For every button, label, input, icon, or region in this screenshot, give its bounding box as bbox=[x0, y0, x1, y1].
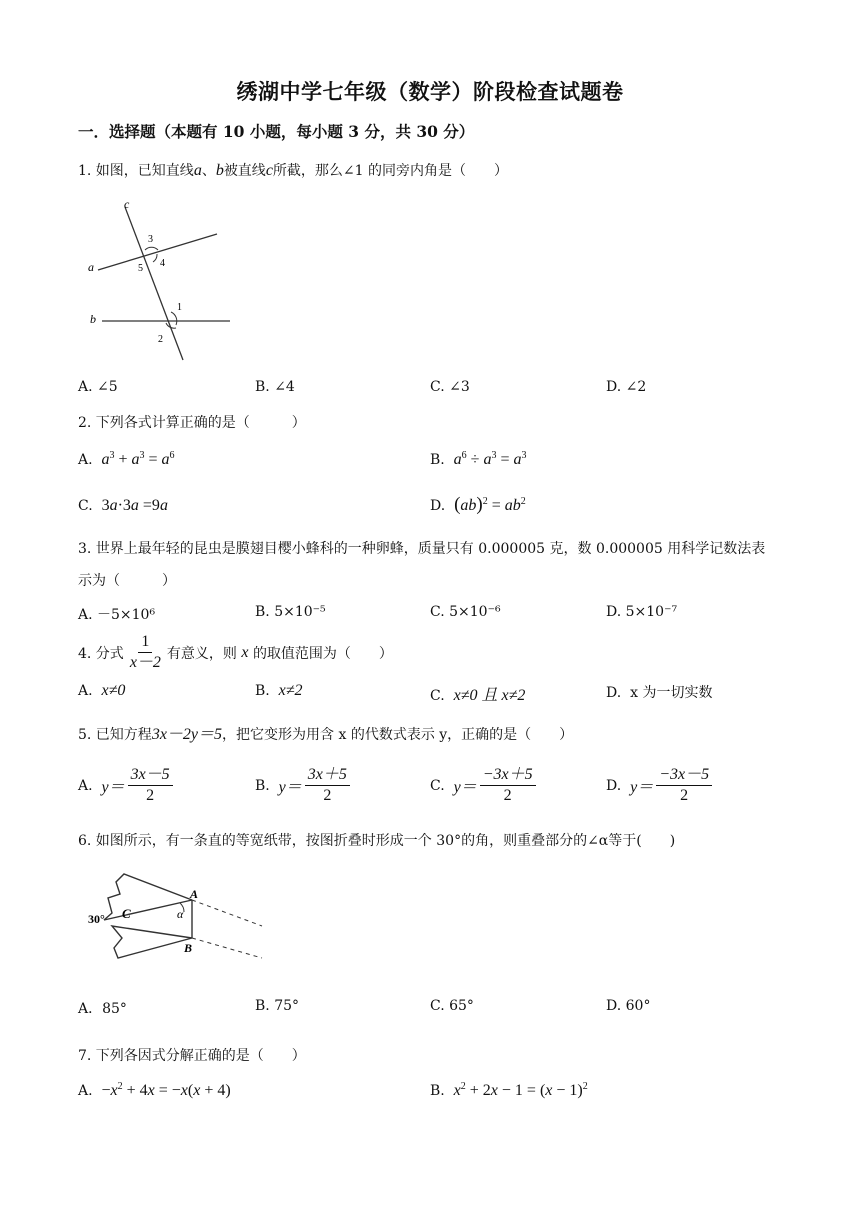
alpha-label: α bbox=[177, 907, 184, 921]
q3-option-b[interactable]: B. 5×10⁻⁵ bbox=[255, 604, 326, 620]
question-7-stem: 7. 下列各因式分解正确的是（ ） bbox=[78, 1048, 306, 1064]
q1-option-c[interactable]: C. ∠3 bbox=[430, 379, 470, 395]
question-6-figure bbox=[82, 868, 272, 968]
q4-option-c[interactable]: C. x≠0 且 x≠2 bbox=[430, 687, 526, 704]
angle-1-label: 1 bbox=[177, 302, 182, 313]
q1-option-b[interactable]: B. ∠4 bbox=[255, 379, 295, 395]
angle-5-label: 5 bbox=[138, 263, 143, 274]
question-5-stem: 5. 已知方程3x－2y＝5，把它变形为用含 x 的代数式表示 y，正确的是（ ） bbox=[78, 726, 574, 743]
angle-3-label: 3 bbox=[148, 234, 153, 245]
section-header: 一．选择题（本题有 10 小题，每小题 3 分，共 30 分） bbox=[78, 122, 475, 141]
q7-option-b[interactable]: B. $x^2 + 2x - 1 = (x - 1)^2$ bbox=[430, 1081, 588, 1099]
point-b-label: B bbox=[184, 941, 193, 955]
q2-option-a[interactable]: A. $a^3 + a^3 = a^6$ bbox=[78, 450, 175, 468]
q5-option-a[interactable]: A. y＝ $\frac{3x-5}{2}$ bbox=[78, 766, 176, 805]
line-a bbox=[98, 234, 217, 270]
angle-30-label: 30° bbox=[88, 912, 105, 926]
point-c-label: C bbox=[122, 906, 131, 921]
q6-option-d[interactable]: D. 60° bbox=[606, 998, 651, 1014]
page-title: 绣湖中学七年级（数学）阶段检查试题卷 bbox=[236, 79, 624, 104]
question-2-stem: 2. 下列各式计算正确的是（ ） bbox=[78, 415, 306, 431]
q5-option-d[interactable]: D. y＝ $\frac{-3x-5}{2}$ bbox=[606, 766, 715, 805]
line-c bbox=[125, 207, 183, 360]
q3-option-a[interactable]: A. －5×10⁶ bbox=[78, 607, 156, 623]
q4-option-b[interactable]: B. x≠2 bbox=[255, 682, 303, 699]
label-b: b bbox=[90, 312, 96, 326]
q1-option-d[interactable]: D. ∠2 bbox=[606, 379, 647, 395]
q6-option-b[interactable]: B. 75° bbox=[255, 998, 300, 1014]
angle-4-label: 4 bbox=[160, 258, 165, 269]
question-1-stem: 1. 如图，已知直线a、b被直线c所截，那么∠1 的同旁内角是（ ） bbox=[78, 162, 509, 179]
q2-option-c[interactable]: C. 3a·3a =9a bbox=[78, 497, 168, 514]
label-c: c bbox=[124, 197, 130, 211]
q6-option-a[interactable]: A．85° bbox=[78, 1001, 127, 1017]
question-1-figure bbox=[80, 192, 250, 367]
question-4-stem: 4. 分式 $\frac{1}{x-2}$ 有意义，则 x 的取值范围为（ ） bbox=[78, 633, 393, 671]
question-3-stem-line2: 示为（ ） bbox=[78, 573, 176, 589]
q2-option-d[interactable]: D. $(ab)^2 = ab^2$ bbox=[430, 494, 526, 515]
q7-option-a[interactable]: A. $-x^2 + 4x = -x(x + 4)$ bbox=[78, 1081, 231, 1099]
question-6-stem: 6. 如图所示，有一条直的等宽纸带，按图折叠时形成一个 30°的角，则重叠部分的∠α等于( ) bbox=[78, 833, 676, 849]
question-3-stem-line1: 3. 世界上最年轻的昆虫是膜翅目樱小蜂科的一种卵蜂，质量只有 0.000005 克，数 0.000005 用科学记数法表 bbox=[78, 541, 766, 557]
q4-option-a[interactable]: A. x≠0 bbox=[78, 682, 126, 699]
q3-option-c[interactable]: C. 5×10⁻⁶ bbox=[430, 604, 501, 620]
label-a: a bbox=[88, 260, 94, 274]
q4-option-d[interactable]: D. x 为一切实数 bbox=[606, 685, 713, 701]
q5-option-b[interactable]: B. y＝ $\frac{3x+5}{2}$ bbox=[255, 766, 353, 805]
q6-option-c[interactable]: C. 65° bbox=[430, 998, 474, 1014]
q3-option-d[interactable]: D. 5×10⁻⁷ bbox=[606, 604, 678, 620]
angle-2-label: 2 bbox=[158, 334, 163, 345]
q5-option-c[interactable]: C. y＝ $\frac{-3x+5}{2}$ bbox=[430, 766, 539, 805]
q1-option-a[interactable]: A. ∠5 bbox=[78, 379, 118, 395]
q2-option-b[interactable]: B. $a^6 \div a^3 = a^3$ bbox=[430, 450, 527, 468]
point-a-label: A bbox=[190, 887, 199, 901]
